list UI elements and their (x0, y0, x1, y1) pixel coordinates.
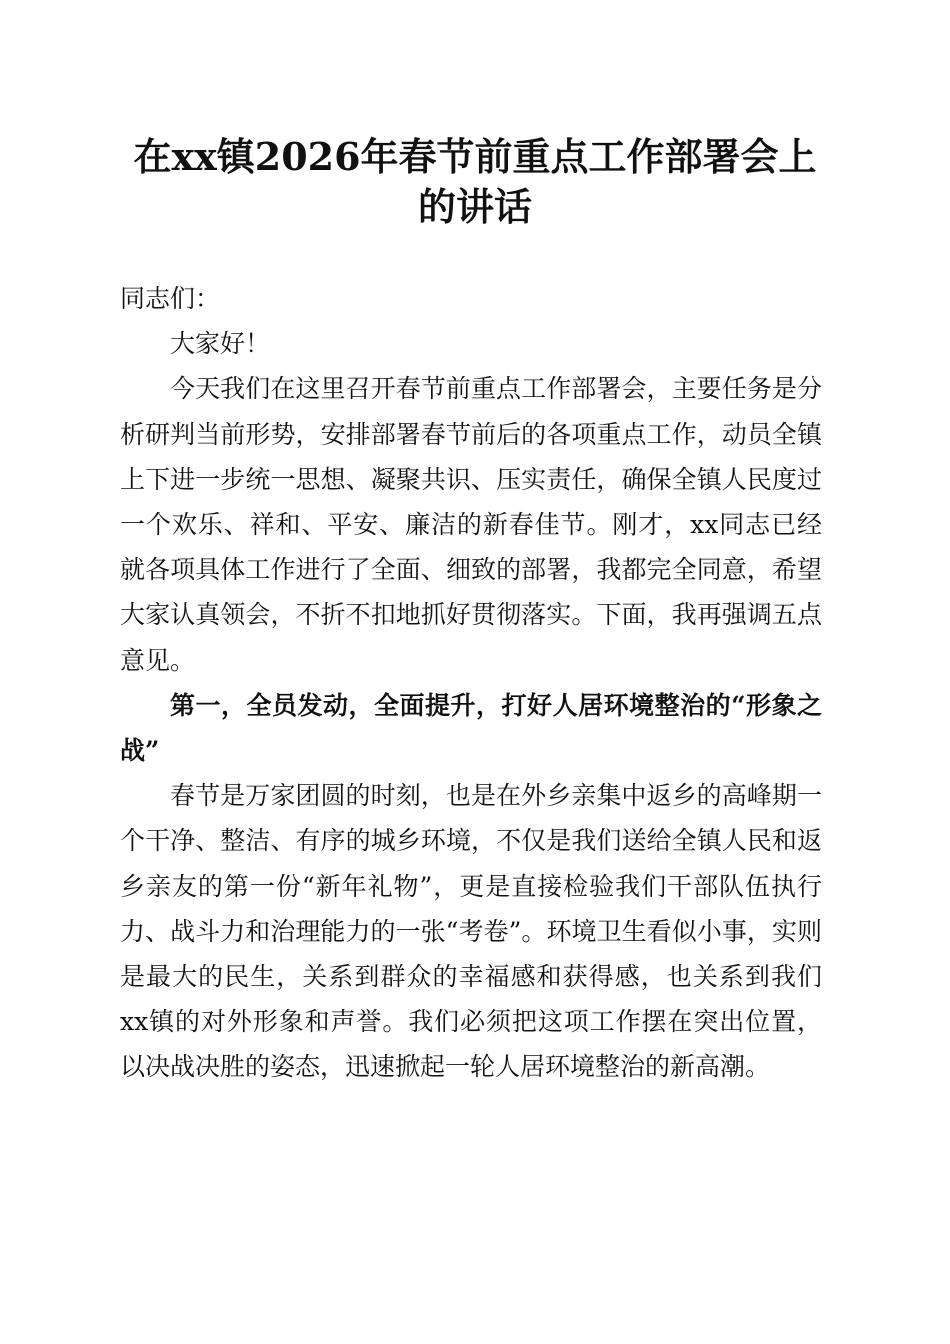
document-title: 在xx镇2026年春节前重点工作部署会上的讲话 (133, 134, 817, 229)
document-body (120, 276, 822, 1090)
section-1-paragraph: 春节是万家团圆的时刻，也是在外乡亲集中返乡的高峰期一个干净、整洁、有序的城乡环境，不仅是我们送给全镇人民和返乡亲友的第一份“新年礼物”，更是直接检验我们干部队伍执行力、战斗力和治理能力的一张“考卷”。环境卫生看似小事，实则是最大的民生，关系到群众的幸福感和获得感，也关系到我们xx镇的对外形象和声誉。我们必须把这项工作摆在突出位置，以决战决胜的姿态，迅速掀起一轮人居环境整治的新高潮。 (120, 781, 822, 1082)
greeting: 大家好！ (170, 329, 271, 359)
salutation: 同志们： (120, 284, 221, 313)
intro-paragraph: 今天我们在这里召开春节前重点工作部署会，主要任务是分析研判当前形势，安排部署春节前后的各项重点工作，动员全镇上下进一步统一思想、凝聚共识、压实责任，确保全镇人民度过一个欢乐、祥和、平安、廉洁的新春佳节。刚才，xx同志已经就各项具体工作进行了全面、细致的部署，我都完全同意，希望大家认真领会，不折不扣地抓好贯彻落实。下面，我再强调五点意见。 (120, 374, 822, 675)
section-1-heading: 第一，全员发动，全面提升，打好人居环境整治的“形象之战” (120, 690, 822, 766)
